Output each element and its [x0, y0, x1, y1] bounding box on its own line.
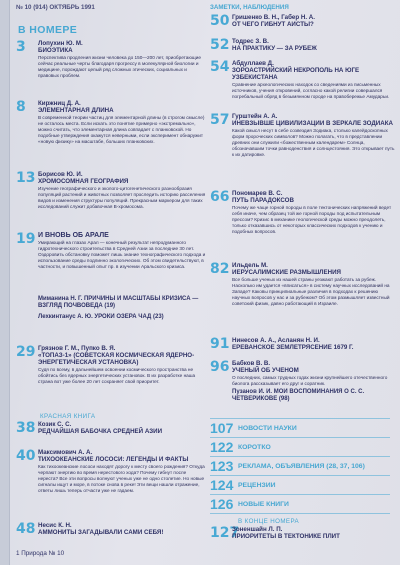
sub-list-item: Лехкинтанус А. Ю. УРОКИ ОЗЕРА ЧАД (23) — [38, 314, 164, 320]
entry-authors: Тодрес З. В. — [232, 38, 269, 45]
entry-title: ИЕРУСАЛИМСКИЕ РАЗМЫШЛЕНИЯ — [232, 269, 341, 276]
divider — [210, 456, 390, 457]
entry-description: Какой смысл несут в себе созвездия Зодиака, столько калейдоскопных форм пророческих символов? Можно полагать, что в представлении древних они служили «божественным календарем» Солнца, обозначавшим точки равноденствия и солнцестояния. Это открывает путь к их датировке. — [232, 128, 395, 157]
entry-authors: Зоненшайн Л. П. — [232, 526, 283, 533]
entry-authors: Бабков В. В. — [232, 360, 271, 367]
entry-title: ЗОРОАСТРИЙСКИЙ НЕКРОПОЛЬ НА ЮГЕ УЗБЕКИСТАНА — [232, 67, 360, 81]
entry-page-number: 91 — [210, 336, 230, 352]
entry-authors: Гришенко В. Н., Габер Н. А. — [232, 14, 315, 21]
entry-authors: Максимович А. А. — [38, 449, 93, 456]
entry-page-number: 57 — [210, 112, 230, 128]
entry-title: ЕРЕВАНСКОЕ ЗЕМЛЕТРЯСЕНИЕ 1679 Г. — [232, 344, 354, 351]
entry-page-number: 127 — [210, 525, 240, 541]
entry-page-number: 82 — [210, 261, 230, 277]
divider — [210, 475, 390, 476]
entry-page-number: 54 — [210, 59, 230, 75]
entry-description: Изучение географического и эколого-цитогенетического разнообразия популяций растений и животных позволяет проследить историю расселения видов и изменения структуры популяций. Прекрасным маркером для таких исследований служит добавочная В-хромосома. — [38, 186, 206, 209]
entry-title: АММОНИТЫ ЗАГАДЫВАЛИ САМИ СЕБЯ! — [38, 529, 164, 536]
end-section-label: В КОНЦЕ НОМЕРА — [238, 518, 300, 525]
entry-page-number: 3 — [16, 39, 26, 55]
entry-title: РЕДЧАЙШАЯ БАБОЧКА СРЕДНЕЙ АЗИИ — [38, 428, 163, 435]
entry-description: Перспектива продления жизни человека до 150—200 лет, приобретающие сейчас реальные черты благодаря прогрессу в молекулярной биологии и медицине, порождают целый ряд сложных этических, социальных и правовых проблем. — [38, 55, 201, 78]
red-book-label: КРАСНАЯ КНИГА — [40, 413, 96, 420]
entry-authors: Грязнов Г. М., Пупко В. Я. — [38, 345, 116, 352]
entry-page-number: 38 — [16, 420, 36, 436]
entry-description: Все больше ученых из нашей страны уезжают работать за рубеж. Насколько им удается «вписаться» в систему научных исследований на Западе? Каковы принципиальные различия в подходах к решению научных вопросов у нас и за рубежом? Об этом размышляет известный советский физик, давно работающий в Израиле. — [232, 277, 390, 306]
entry-page-number: 52 — [210, 37, 230, 53]
entry-page-number: 29 — [16, 344, 36, 360]
entry-authors: Пономарев В. С. — [232, 190, 283, 197]
page-title: В НОМЕРЕ — [18, 24, 78, 36]
divider — [210, 513, 390, 514]
page-footer: 1 Природа № 10 — [16, 550, 65, 557]
entry-page-number: 8 — [16, 99, 26, 115]
entry-authors: Гурштейн А. А. — [232, 113, 278, 120]
entry-page-number: 13 — [16, 170, 36, 186]
issue-header: № 10 (914) ОКТЯБРЬ 1991 — [16, 4, 95, 11]
entry-authors: Абдуллаев Д. — [232, 60, 274, 67]
entry-page-number: 66 — [210, 189, 230, 205]
entry-page-number: 96 — [210, 359, 230, 375]
entry-title: И ВНОВЬ ОБ АРАЛЕ — [38, 232, 109, 239]
entry-title: ПУТЬ ПАРАДОКСОВ — [232, 197, 294, 204]
entry-title: ИНЕВЗЫВШЕ ЦИВИЛИЗАЦИИ В ЗЕРКАЛЕ ЗОДИАКА — [232, 120, 393, 127]
entry-title: ХРОМОСОМНАЯ ГЕОГРАФИЯ — [38, 178, 129, 185]
short-item-number: 107 — [210, 420, 234, 436]
short-item-label: НОВЫЕ КНИГИ — [238, 501, 289, 508]
entry-description: Судя по всему, в дальнейшем освоении космического пространства не обойтись без ядерных энергетических установок. В их разработке наша страна вот уже более 20 лет сохраняет свой приоритет. — [38, 367, 196, 384]
short-item-number: 124 — [210, 477, 234, 493]
entry-page-number: 50 — [210, 13, 230, 29]
entry-authors: Козик С. С. — [38, 421, 72, 428]
entry-authors: Несис К. Н. — [38, 522, 72, 529]
divider — [210, 494, 390, 495]
short-item-number: 123 — [210, 458, 234, 474]
entry-page-number: 48 — [16, 521, 36, 537]
entry-title: НА ПРАКТИКУ — ЗА РУБЕЖ — [232, 45, 317, 52]
entry-authors: Нинесов А. А., Асланян Н. И. — [232, 337, 320, 344]
short-item-label: НОВОСТИ НАУКИ — [238, 425, 297, 432]
entry-authors: Киржниц Д. А. — [38, 100, 81, 107]
side-strip — [0, 0, 10, 565]
section-header: ЗАМЕТКИ, НАБЛЮДЕНИЯ — [210, 4, 289, 11]
divider — [210, 437, 390, 438]
short-item-number: 122 — [210, 439, 234, 455]
entry-authors: Лопухин Ю. М. — [38, 40, 83, 47]
entry-title: БИОЭТИКА — [38, 47, 73, 54]
sub-note: Пузанов И. И. МОИ ВОСПОМИНАНИЯ О С. С. ЧЕТВЕРИКОВЕ (98) — [232, 388, 365, 402]
short-item-label: РЕЦЕНЗИИ — [238, 482, 276, 489]
short-item-label: РЕКЛАМА, ОБЪЯВЛЕНИЯ (28, 37, 106) — [238, 463, 365, 470]
entry-authors: Ильдель М. — [232, 262, 268, 269]
entry-title: «ТОПАЗ-1» (СОВЕТСКАЯ КОСМИЧЕСКАЯ ЯДЕРНО-ЭНЕРГЕТИЧЕСКАЯ УСТАНОВКА) — [38, 352, 195, 366]
entry-description: Как тихоокеанские лососи находят дорогу к месту своего рождения? Откуда черпают энергию во время нерестового хода? Почему гибнут после нереста? Все эти вопросы волнуют ученых уже не одно столетие. Но новые сигналы ищут и море, в потоке снова в реке! Эти вещи нашли отражение, ответы лишь теперь отчасти уже не гадаем. — [38, 464, 205, 493]
entry-title: ТИХООКЕАНСКИЕ ЛОСОСИ: ЛЕГЕНДЫ И ФАКТЫ — [38, 456, 189, 463]
entry-description: О последних, самых трудных годах жизни крупнейшего отечественного биолога рассказывает его друг и соратник. — [232, 375, 388, 386]
entry-title: УЧЕНЫЙ ОБ УЧЕНОМ — [232, 367, 299, 374]
entry-page-number: 40 — [16, 448, 36, 464]
sub-list-item: Миманина Н. Г. ПРИЧИНЫ И МАСШТАБЫ КРИЗИСА — ВЗГЛЯД ПОЧВОВЕДА (19) — [38, 296, 199, 309]
short-item-number: 126 — [210, 496, 234, 512]
entry-authors: Борисов Ю. И. — [38, 171, 83, 178]
divider — [210, 418, 390, 419]
entry-description: В современной теории частиц для элементарной длины (в строгом смысле) не осталось места. Если искать это понятие примерно «экстремально», можно считать, что элементарная длина совпадает с планковской. Но подобные утверждения окажутся неверными, если эксперимент обнаружит «новую физику» на масштабе, больших планковских. — [38, 115, 205, 144]
entry-description: Почему же чаще горной породы в поле тектонических напряжений ведет себя иначе, чем образец той же горной породы под испытательным прессом? Кризис в механике геологической среды можно преодолеть, только отказавшись от некоторых классических подходов к учению и подобных вопросов. — [232, 205, 392, 234]
entry-title: ОТ ЧЕГО ГИБНУТ АИСТЫ? — [232, 21, 314, 28]
entry-title: ЭЛЕМЕНТАРНАЯ ДЛИНА — [38, 107, 114, 114]
entry-description: Сравнение археологических находок со сведениями из письменных источников, учения откровений, согласно какой религии совершался погребальный обряд в безымянном городе на правобережье Амударьи. — [232, 82, 390, 99]
entry-title: ПРИОРИТЕТЫ В ТЕКТОНИКЕ ПЛИТ — [232, 533, 340, 540]
entry-page-number: 19 — [16, 231, 36, 247]
sub-list — [38, 296, 206, 321]
short-item-label: КОРОТКО — [238, 444, 271, 451]
entry-description: Умирающий на глазах Арал — конечный результат непродуманного гидротехнического строительства в Средней Азии за последние 30 лет. Оздоровить обстановку поможет лишь знание технографического подхода и использование среды подлинно экологических. Об этом свидетельствуют, в частности, и повышенный опыт пр. в изучении Аральского кризиса. — [38, 240, 206, 269]
